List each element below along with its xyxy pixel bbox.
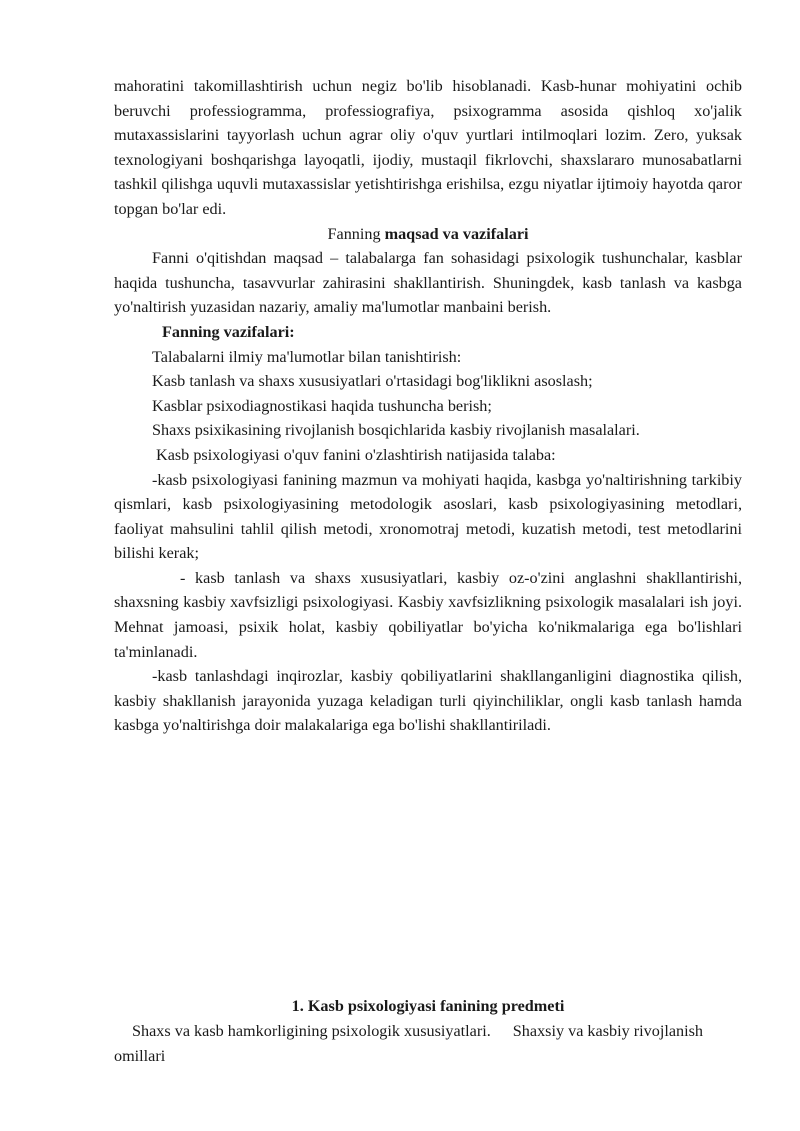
outcome-intro: Kasb psixologiyasi o'quv fanini o'zlashtirish natijasida talaba: (156, 445, 556, 464)
goal-heading-plain: Fanning (327, 224, 385, 243)
section-topics (114, 1019, 742, 1068)
document-page (114, 74, 742, 738)
goal-heading (114, 222, 742, 247)
outcome-paragraph-3: -kasb tanlashdagi inqirozlar, kasbiy qobiliyatlarini shakllanganligini diagnostika qilish, kasbiy shakllanish jarayonida yuzaga keladigan turli qiyinchiliklar, ongli kasb tanlash hamda kasbga yo'naltirishga doir malakalariga ega bo'lishi shakllantiriladi. (114, 667, 742, 735)
task-item-2: Kasb tanlash va shaxs xususiyatlari o'rtasidagi bog'liklikni asoslash; (152, 372, 593, 391)
outcome-paragraph-1: -kasb psixologiyasi fanining mazmun va mohiyati haqida, kasbga yo'naltirishning tarkibiy qismlari, kasb psixologiyasining metodologik asoslari, kasb psixologiyasining metodlari, faoliyat mahsulini tahlil qilish metodi, xronomotraj metodi, kuzatish metodi, test metodlarini bilishi kerak; (114, 470, 742, 563)
task-item-4: Shaxs psixikasining rivojlanish bosqichlarida kasbiy rivojlanish masalalari. (152, 421, 640, 440)
task-item-3: Kasblar psixodiagnostikasi haqida tushuncha berish; (152, 396, 492, 415)
goal-paragraph: Fanni o'qitishdan maqsad – talabalarga fan sohasidagi psixologik tushunchalar, kasblar haqida tushuncha, tasavvurlar zahirasini shakllantirish. Shuningdek, kasb tanlash va kasbga yo'naltirish yuzasidan nazariy, amaliy ma'lumotlar manbaini berish. (114, 249, 742, 317)
section-topic-b: Shaxsiy va kasbiy rivojlanish omillari (114, 1022, 703, 1065)
task-item-1: Talabalarni ilmiy ma'lumotlar bilan tanishtirish: (152, 347, 462, 366)
section-topic-a: Shaxs va kasb hamkorligining psixologik xususiyatlari. (132, 1022, 491, 1040)
tasks-heading: Fanning vazifalari: (162, 322, 295, 341)
outcome-paragraph-2: - kasb tanlash va shaxs xususiyatlari, kasbiy oz-o'zini anglashni shakllantirishi, shaxsning kasbiy xavfsizligi psixologiyasi. Kasbiy xavfsizlikning psixologik masalalari ish joyi. Mehnat jamoasi, psixik holat, kasbiy qobiliyatlar bo'yicha ko'nikmalariga ega bo'lishlari ta'minlanadi. (114, 568, 742, 661)
intro-paragraph: mahoratini takomillashtirish uchun negiz bo'lib hisoblanadi. Kasb-hunar mohiyatini ochib beruvchi professiogramma, professiografiya, psixogramma asosida qishloq xo'jalik mutaxassislarini tayyorlash uchun agrar oliy o'quv yurtlari intilmoqlari lozim. Zero, yuksak texnologiyani boshqarishga layoqatli, ijodiy, mustaqil fikrlovchi, shaxslararo munosabatlarni tashkil qilishga uquvli mutaxassislar yetishtirishga erishilsa, ezgu niyatlar ijtimoiy hayotda qaror topgan bo'lar edi. (114, 77, 742, 218)
goal-heading-bold: maqsad va vazifalari (384, 224, 529, 243)
section-title: 1. Kasb psixologiyasi fanining predmeti (291, 997, 565, 1015)
